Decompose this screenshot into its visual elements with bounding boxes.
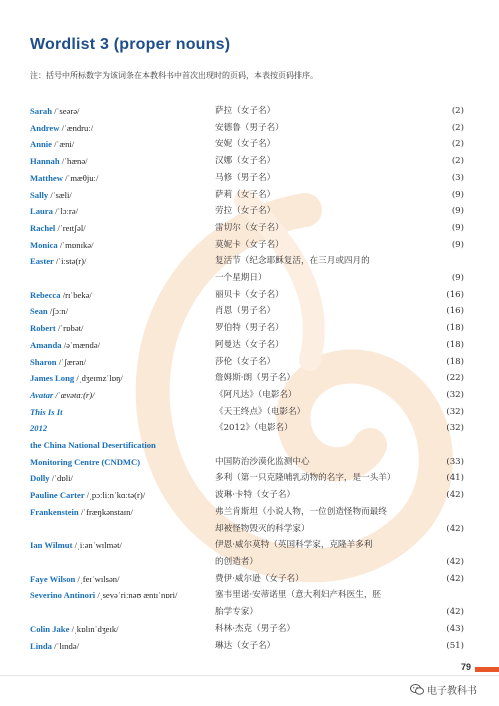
page-title: Wordlist 3 (proper nouns) xyxy=(30,36,231,53)
entry-page: (42) xyxy=(446,523,464,534)
wechat-label: 电子教科书 xyxy=(427,686,477,697)
entry-page: (43) xyxy=(446,623,464,634)
footer-divider xyxy=(0,675,499,676)
entry-gloss xyxy=(215,437,432,454)
entry-page: (9) xyxy=(451,189,464,200)
entry-page: (18) xyxy=(446,356,464,367)
entry-headword: James Long xyxy=(30,373,75,384)
entry-headword-cell xyxy=(30,354,215,371)
entry-gloss: 阿曼达（女子名） xyxy=(215,339,284,350)
entry-headword-cell xyxy=(30,504,215,521)
entry-headword-cell xyxy=(30,454,215,471)
entry-phonetic: /ˈændruː/ xyxy=(61,122,94,133)
entry-headword-cell xyxy=(30,337,215,354)
entry-gloss: 莫妮卡（女子名） xyxy=(215,239,284,250)
entry-page: (9) xyxy=(451,239,464,250)
wordlist-entry xyxy=(30,504,464,521)
wordlist-entry xyxy=(30,370,464,387)
entry-phonetic: /ˈʃærən/ xyxy=(58,356,86,367)
entry-phonetic: /ˈreɪtʃəl/ xyxy=(57,222,86,233)
entry-phonetic: /ˌpɔːliːnˈkɑːtə(r)/ xyxy=(86,490,146,501)
entry-headword-cell xyxy=(30,303,215,320)
entry-gloss: 复活节（纪念耶稣复活，在三月或四月的 xyxy=(215,256,370,267)
entry-headword-cell xyxy=(30,220,215,237)
wordlist-entry xyxy=(30,604,464,621)
entry-page xyxy=(432,437,464,454)
entry-page: (32) xyxy=(446,406,464,417)
entry-headword-cell xyxy=(30,587,215,604)
entry-headword: Monitoring Centre (CNDMC) xyxy=(30,456,141,467)
wordlist-entry xyxy=(30,454,464,471)
entry-page: (18) xyxy=(446,339,464,350)
entry-headword-cell xyxy=(30,521,215,538)
wordlist-entry xyxy=(30,554,464,571)
entry-headword-cell xyxy=(30,237,215,254)
wordlist-entry xyxy=(30,320,464,337)
entry-gloss: 安妮（女子名） xyxy=(215,139,276,150)
entry-headword: Monica xyxy=(30,239,58,250)
wordlist-entry xyxy=(30,571,464,588)
wordlist-entry xyxy=(30,303,464,320)
wordlist-entry xyxy=(30,203,464,220)
entry-gloss: 一个星期日） xyxy=(215,273,267,284)
entry-phonetic: /ˌsevəˈriːnəʊ æntɪˈnɒri/ xyxy=(97,590,178,601)
entry-headword: Laura xyxy=(30,206,53,217)
entry-gloss: 弗兰肯斯坦（小说人物，一位创造怪物而最终 xyxy=(215,506,387,517)
entry-headword-cell xyxy=(30,136,215,153)
entry-headword-cell xyxy=(30,270,215,287)
entry-headword: Frankenstein xyxy=(30,506,79,517)
wordlist-entry xyxy=(30,103,464,120)
entry-phonetic: /ˈævətɑː(r)/ xyxy=(55,389,95,400)
entry-headword: Sarah xyxy=(30,106,52,116)
entry-gloss: 罗伯特（男子名） xyxy=(215,323,284,334)
wordlist-entry xyxy=(30,287,464,304)
entry-gloss: 波琳·卡特（女子名） xyxy=(215,490,296,501)
entry-headword-cell xyxy=(30,320,215,337)
entry-headword-cell xyxy=(30,487,215,504)
entry-headword-cell xyxy=(30,571,215,588)
entry-phonetic: /ˌfeɪˈwɪlsən/ xyxy=(77,573,120,584)
entry-page: (16) xyxy=(446,289,464,300)
wordlist-entry xyxy=(30,187,464,204)
entry-headword: 2012 xyxy=(30,423,48,434)
entry-headword-cell xyxy=(30,153,215,170)
wordlist-entry xyxy=(30,387,464,404)
wordlist-entry xyxy=(30,621,464,638)
entry-headword-cell xyxy=(30,187,215,204)
entry-page: (22) xyxy=(446,373,464,384)
entry-phonetic: /ˌkɒlɪnˈdʒeɪk/ xyxy=(71,623,119,634)
entry-gloss: 汉娜（女子名） xyxy=(215,156,276,167)
entry-phonetic: /ˈhænə/ xyxy=(61,156,88,167)
entry-phonetic: /əˈmændə/ xyxy=(63,339,100,350)
entry-phonetic: /rɪˈbekə/ xyxy=(62,289,92,300)
entry-gloss: 中国防治沙漠化监测中心 xyxy=(215,456,310,467)
wordlist-entry xyxy=(30,120,464,137)
entry-headword: Sharon xyxy=(30,356,57,367)
wordlist xyxy=(30,103,464,654)
entry-page: (2) xyxy=(451,122,464,133)
entry-gloss: 琳达（女子名） xyxy=(215,640,276,651)
entry-gloss: 劳拉（女子名） xyxy=(215,206,276,217)
entry-page: (9) xyxy=(451,273,464,284)
entry-headword-cell xyxy=(30,170,215,187)
entry-gloss: 科林·杰克（男子名） xyxy=(215,623,296,634)
entry-gloss: 《2012》（电影名） xyxy=(215,423,293,434)
entry-page xyxy=(432,587,464,604)
wordlist-entry xyxy=(30,587,464,604)
entry-headword: Hannah xyxy=(30,156,60,167)
entry-gloss: 萨莉（女子名） xyxy=(215,189,276,200)
wordlist-entry xyxy=(30,404,464,421)
entry-gloss: 丽贝卡（女子名） xyxy=(215,289,284,300)
entry-page: (3) xyxy=(451,172,464,183)
entry-headword: Colin Jake xyxy=(30,623,70,634)
wordlist-entry xyxy=(30,220,464,237)
wordlist-entry xyxy=(30,521,464,538)
entry-headword: Sally xyxy=(30,189,49,200)
entry-headword: Annie xyxy=(30,139,52,150)
entry-page: (42) xyxy=(446,556,464,567)
wordlist-entry xyxy=(30,153,464,170)
entry-page: (9) xyxy=(451,222,464,233)
page-number: 79 xyxy=(460,662,471,672)
wordlist-entry xyxy=(30,270,464,287)
entry-phonetic: /ˈmæθjuː/ xyxy=(65,172,99,183)
entry-gloss: 却被怪物毁灭的科学家） xyxy=(215,523,310,534)
entry-headword: Andrew xyxy=(30,122,60,133)
wordlist-entry xyxy=(30,437,464,454)
entry-gloss: 雷切尔（女子名） xyxy=(215,222,284,233)
entry-page xyxy=(432,253,464,270)
entry-gloss: 胎学专家） xyxy=(215,607,258,618)
wordlist-entry xyxy=(30,470,464,487)
entry-page: (2) xyxy=(451,139,464,150)
entry-phonetic: /ˈfræŋkənstaɪn/ xyxy=(80,506,133,517)
entry-headword-cell xyxy=(30,103,215,120)
entry-phonetic: /ˈæni/ xyxy=(54,139,75,150)
wechat-icon xyxy=(410,684,424,695)
entry-headword: Ian Wilmut xyxy=(30,540,73,551)
entry-phonetic: /ˈrɒbət/ xyxy=(57,323,84,334)
entry-page: (42) xyxy=(446,607,464,618)
entry-page: (18) xyxy=(446,323,464,334)
entry-headword: Easter xyxy=(30,256,54,267)
entry-page: (9) xyxy=(451,206,464,217)
entry-page: (42) xyxy=(446,490,464,501)
entry-gloss: 《天王终点》（电影名） xyxy=(215,406,306,417)
page-accent-bar xyxy=(475,667,499,672)
wechat-credit xyxy=(410,682,477,697)
entry-phonetic: /ˌiːənˈwɪlmət/ xyxy=(74,540,122,551)
entry-headword: Amanda xyxy=(30,339,62,350)
entry-gloss: 马修（男子名） xyxy=(215,172,276,183)
entry-headword: Pauline Carter xyxy=(30,490,85,501)
entry-phonetic: /ʃɔːn/ xyxy=(49,306,68,317)
entry-phonetic: /ˈsæli/ xyxy=(50,189,72,200)
entry-headword-cell xyxy=(30,404,215,421)
entry-headword-cell xyxy=(30,203,215,220)
entry-gloss: 费伊·威尔逊（女子名） xyxy=(215,573,304,584)
entry-headword-cell xyxy=(30,253,215,270)
entry-phonetic: /ˈmɒnɪkə/ xyxy=(59,239,94,250)
entry-gloss: 多利（第一只克隆哺乳动物的名字，是一头羊） xyxy=(215,473,396,484)
wordlist-entry xyxy=(30,337,464,354)
entry-headword-cell xyxy=(30,287,215,304)
wordlist-entry xyxy=(30,487,464,504)
entry-headword: Rebecca xyxy=(30,289,61,300)
entry-headword-cell xyxy=(30,470,215,487)
wordlist-entry xyxy=(30,253,464,270)
entry-phonetic: /ˌdʒeɪmzˈlɒŋ/ xyxy=(76,373,123,384)
entry-gloss: 的创造者） xyxy=(215,556,258,567)
entry-headword-cell xyxy=(30,621,215,638)
entry-headword-cell xyxy=(30,554,215,571)
entry-headword-cell xyxy=(30,437,215,454)
entry-headword: Linda xyxy=(30,640,52,651)
entry-gloss: 塞韦里诺·安蒂诺里（意大利妇产科医生，胚 xyxy=(215,590,382,601)
entry-phonetic: /ˈseərə/ xyxy=(54,106,80,116)
entry-headword: Robert xyxy=(30,323,56,334)
entry-phonetic: /ˈlɪndə/ xyxy=(54,640,79,651)
entry-headword: Rachel xyxy=(30,222,56,233)
entry-headword: Matthew xyxy=(30,172,63,183)
entry-page: (42) xyxy=(446,573,464,584)
entry-headword-cell xyxy=(30,387,215,404)
entry-headword-cell xyxy=(30,120,215,137)
entry-gloss: 《阿凡达》（电影名） xyxy=(215,389,297,400)
entry-gloss: 萨拉（女子名） xyxy=(215,106,276,116)
entry-page: (2) xyxy=(451,106,464,116)
entry-gloss: 伊恩·威尔莫特（英国科学家，克隆羊多利 xyxy=(215,540,373,551)
entry-phonetic: /ˈiːstə(r)/ xyxy=(55,256,87,267)
entry-headword: the China National Desertification xyxy=(30,440,156,451)
entry-gloss: 莎伦（女子名） xyxy=(215,356,276,367)
wordlist-entry xyxy=(30,537,464,554)
entry-phonetic: /ˈlɔːrə/ xyxy=(55,206,78,217)
entry-headword: Severino Antinori xyxy=(30,590,96,601)
page-note: 注：括号中所标数字为该词条在本教科书中首次出现时的页码，本表按页码排序。 xyxy=(30,71,318,80)
entry-headword-cell xyxy=(30,638,215,655)
entry-page xyxy=(432,537,464,554)
entry-headword-cell xyxy=(30,420,215,437)
wordlist-entry xyxy=(30,136,464,153)
entry-phonetic: /ˈdɒli/ xyxy=(51,473,73,484)
entry-page: (41) xyxy=(446,473,464,484)
entry-gloss: 肖恩（男子名） xyxy=(215,306,276,317)
entry-headword: Faye Wilson xyxy=(30,573,76,584)
wordlist-entry xyxy=(30,638,464,655)
entry-headword: Dolly xyxy=(30,473,50,484)
entry-page: (2) xyxy=(451,156,464,167)
entry-headword-cell xyxy=(30,537,215,554)
entry-page: (32) xyxy=(446,423,464,434)
entry-headword: Sean xyxy=(30,306,48,317)
entry-gloss: 安德鲁（男子名） xyxy=(215,122,284,133)
wordlist-entry xyxy=(30,237,464,254)
wordlist-entry xyxy=(30,420,464,437)
entry-page: (51) xyxy=(446,640,464,651)
entry-headword: This Is It xyxy=(30,406,63,417)
wordlist-entry xyxy=(30,354,464,371)
entry-page: (16) xyxy=(446,306,464,317)
entry-headword: Avatar xyxy=(30,389,54,400)
entry-page xyxy=(432,504,464,521)
entry-gloss: 詹姆斯·朗（男子名） xyxy=(215,373,296,384)
wordlist-entry xyxy=(30,170,464,187)
entry-headword-cell xyxy=(30,370,215,387)
entry-page: (33) xyxy=(446,456,464,467)
entry-page: (32) xyxy=(446,389,464,400)
entry-headword-cell xyxy=(30,604,215,621)
